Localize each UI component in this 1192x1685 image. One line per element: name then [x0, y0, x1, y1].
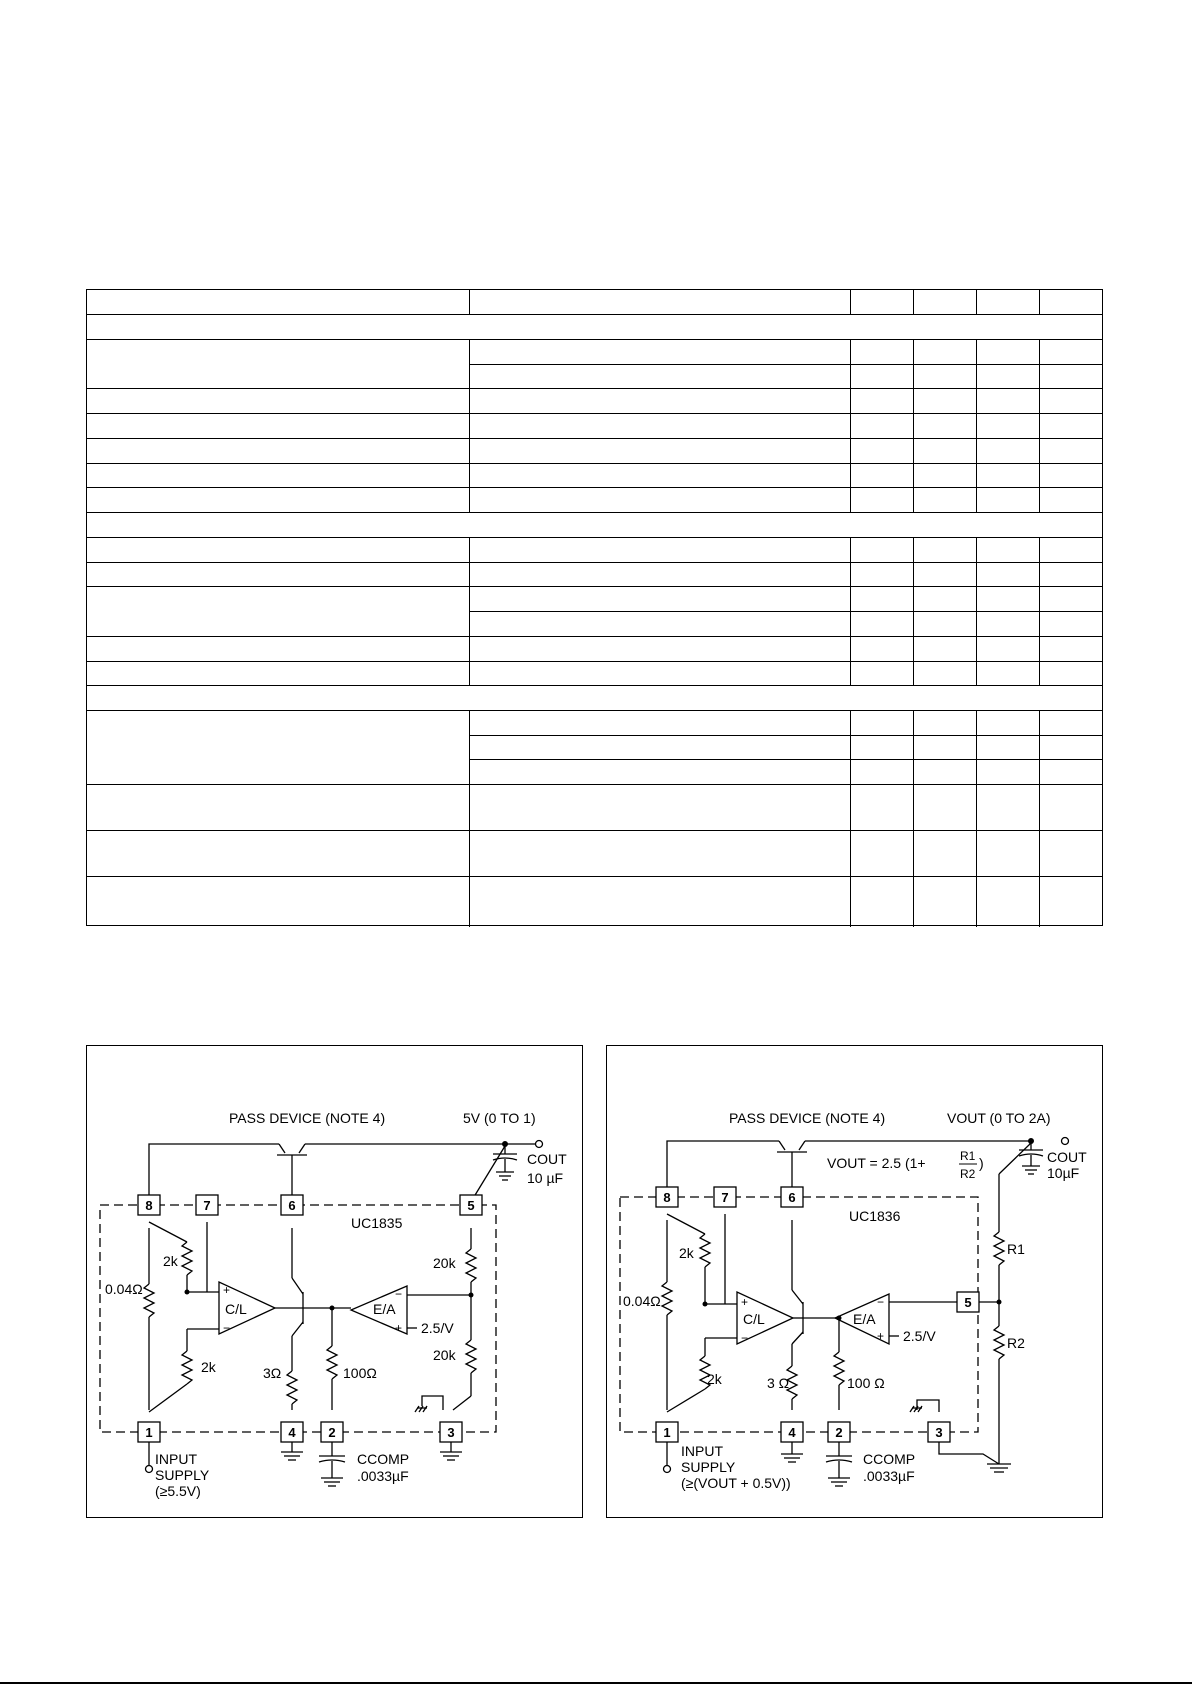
table-row-divider — [87, 830, 1102, 831]
r1-label: R1 — [1007, 1241, 1025, 1257]
svg-text:+: + — [223, 1283, 231, 1297]
table-row-divider — [87, 314, 1102, 315]
table-row-divider — [469, 611, 1102, 612]
cout-value: 10µF — [1047, 1165, 1080, 1181]
table-row-divider — [87, 339, 1102, 340]
pin-8-label: 8 — [663, 1190, 671, 1205]
page-footer-rule — [0, 1682, 1192, 1684]
svg-text:−: − — [395, 1287, 403, 1301]
table-col-divider — [850, 710, 851, 927]
table-row-divider — [469, 735, 1102, 736]
reference-label: 2.5/V — [421, 1320, 454, 1336]
table-col-divider — [913, 710, 914, 927]
table-col-divider — [913, 290, 914, 314]
cout-label: COUT — [1047, 1149, 1087, 1165]
table-row-divider — [87, 388, 1102, 389]
cout-value: 10 µF — [527, 1170, 564, 1186]
ccomp-value: .0033µF — [863, 1468, 915, 1484]
vout-formula-lhs: VOUT = 2.5 (1+ — [827, 1155, 926, 1171]
output-voltage-label: 5V (0 TO 1) — [463, 1110, 536, 1126]
uc1835-schematic — [87, 1046, 581, 1516]
table-row-divider — [469, 759, 1102, 760]
vout-formula-numerator: R1 — [960, 1149, 976, 1163]
uc1836-application-figure — [606, 1045, 1103, 1518]
ccomp-label: CCOMP — [357, 1451, 410, 1467]
input-supply-line2: SUPPLY — [681, 1459, 736, 1475]
table-col-divider — [976, 710, 977, 927]
pin-3-label: 3 — [447, 1425, 455, 1440]
reference-label: 2.5/V — [903, 1328, 936, 1344]
resistor-2k-top-label: 2k — [163, 1253, 178, 1269]
resistor-3ohm-label: 3Ω — [263, 1365, 282, 1381]
svg-text:−: − — [741, 1331, 749, 1345]
table-col-divider — [850, 290, 851, 314]
output-voltage-label: VOUT (0 TO 2A) — [947, 1110, 1051, 1126]
pin-7-label: 7 — [203, 1198, 211, 1213]
svg-text:−: − — [223, 1321, 231, 1335]
pass-device-label: PASS DEVICE (NOTE 4) — [229, 1110, 386, 1126]
current-limit-amp-label: C/L — [743, 1311, 765, 1327]
pin-5-label: 5 — [964, 1295, 972, 1310]
svg-text:+: + — [741, 1295, 749, 1309]
table-col-divider — [469, 710, 470, 927]
pin-6-label: 6 — [288, 1198, 296, 1213]
table-col-divider — [1039, 710, 1040, 927]
resistor-2k-bottom-label: 2k — [201, 1359, 216, 1375]
table-col-divider — [469, 290, 470, 314]
table-row-divider — [469, 364, 1102, 365]
input-supply-line1: INPUT — [681, 1443, 723, 1459]
table-col-divider — [976, 290, 977, 314]
resistor-100ohm-label: 100Ω — [343, 1365, 377, 1381]
pin-5-label: 5 — [467, 1198, 475, 1213]
pass-device-label: PASS DEVICE (NOTE 4) — [729, 1110, 886, 1126]
table-row-divider — [87, 661, 1102, 662]
svg-text:+: + — [395, 1321, 403, 1335]
uc1835-application-figure — [86, 1045, 583, 1518]
svg-text:+: + — [877, 1329, 885, 1343]
cout-label: COUT — [527, 1151, 567, 1167]
table-row-divider — [87, 438, 1102, 439]
pin-4-label: 4 — [788, 1425, 796, 1440]
table-row-divider — [87, 413, 1102, 414]
pin-8-label: 8 — [145, 1198, 153, 1213]
vout-formula-denominator: R2 — [960, 1167, 976, 1181]
table-row-divider — [87, 562, 1102, 563]
error-amp-label: E/A — [373, 1301, 396, 1317]
ccomp-label: CCOMP — [863, 1451, 916, 1467]
pin-4-label: 4 — [288, 1425, 296, 1440]
input-supply-line3: (≥(VOUT + 0.5V)) — [681, 1475, 791, 1491]
table-row-divider — [87, 537, 1102, 538]
electrical-characteristics-table — [86, 289, 1103, 926]
input-supply-line1: INPUT — [155, 1451, 197, 1467]
input-supply-line2: SUPPLY — [155, 1467, 210, 1483]
pin-1-label: 1 — [663, 1425, 671, 1440]
svg-text:−: − — [877, 1295, 885, 1309]
resistor-20k-top-label: 20k — [433, 1255, 456, 1271]
vout-formula-rhs: ) — [979, 1155, 984, 1171]
input-supply-line3: (≥5.5V) — [155, 1483, 201, 1499]
resistor-3ohm-label: 3 Ω — [767, 1375, 790, 1391]
error-amp-label: E/A — [853, 1311, 876, 1327]
table-row-divider — [87, 463, 1102, 464]
table-row-divider — [87, 876, 1102, 877]
table-col-divider — [1039, 290, 1040, 314]
resistor-2k-top-label: 2k — [679, 1245, 694, 1261]
pin-6-label: 6 — [788, 1190, 796, 1205]
pin-2-label: 2 — [328, 1425, 336, 1440]
resistor-20k-bottom-label: 20k — [433, 1347, 456, 1363]
ic-part-label: UC1835 — [351, 1215, 403, 1231]
uc1836-schematic — [607, 1046, 1101, 1516]
current-limit-amp-label: C/L — [225, 1301, 247, 1317]
ccomp-value: .0033µF — [357, 1468, 409, 1484]
table-row-divider — [87, 710, 1102, 711]
table-row-divider — [87, 487, 1102, 488]
sense-resistor-label: 0.04Ω — [623, 1293, 661, 1309]
ic-part-label: UC1836 — [849, 1208, 901, 1224]
table-row-divider — [87, 784, 1102, 785]
sense-resistor-label: 0.04Ω — [105, 1281, 143, 1297]
resistor-100ohm-label: 100 Ω — [847, 1375, 885, 1391]
pin-1-label: 1 — [145, 1425, 153, 1440]
table-row-divider — [87, 685, 1102, 686]
resistor-2k-bottom-label: 2k — [707, 1371, 722, 1387]
pin-3-label: 3 — [935, 1425, 943, 1440]
table-row-divider — [87, 586, 1102, 587]
pin-2-label: 2 — [835, 1425, 843, 1440]
pin-7-label: 7 — [721, 1190, 729, 1205]
table-row-divider — [87, 512, 1102, 513]
table-row-divider — [87, 636, 1102, 637]
r2-label: R2 — [1007, 1335, 1025, 1351]
